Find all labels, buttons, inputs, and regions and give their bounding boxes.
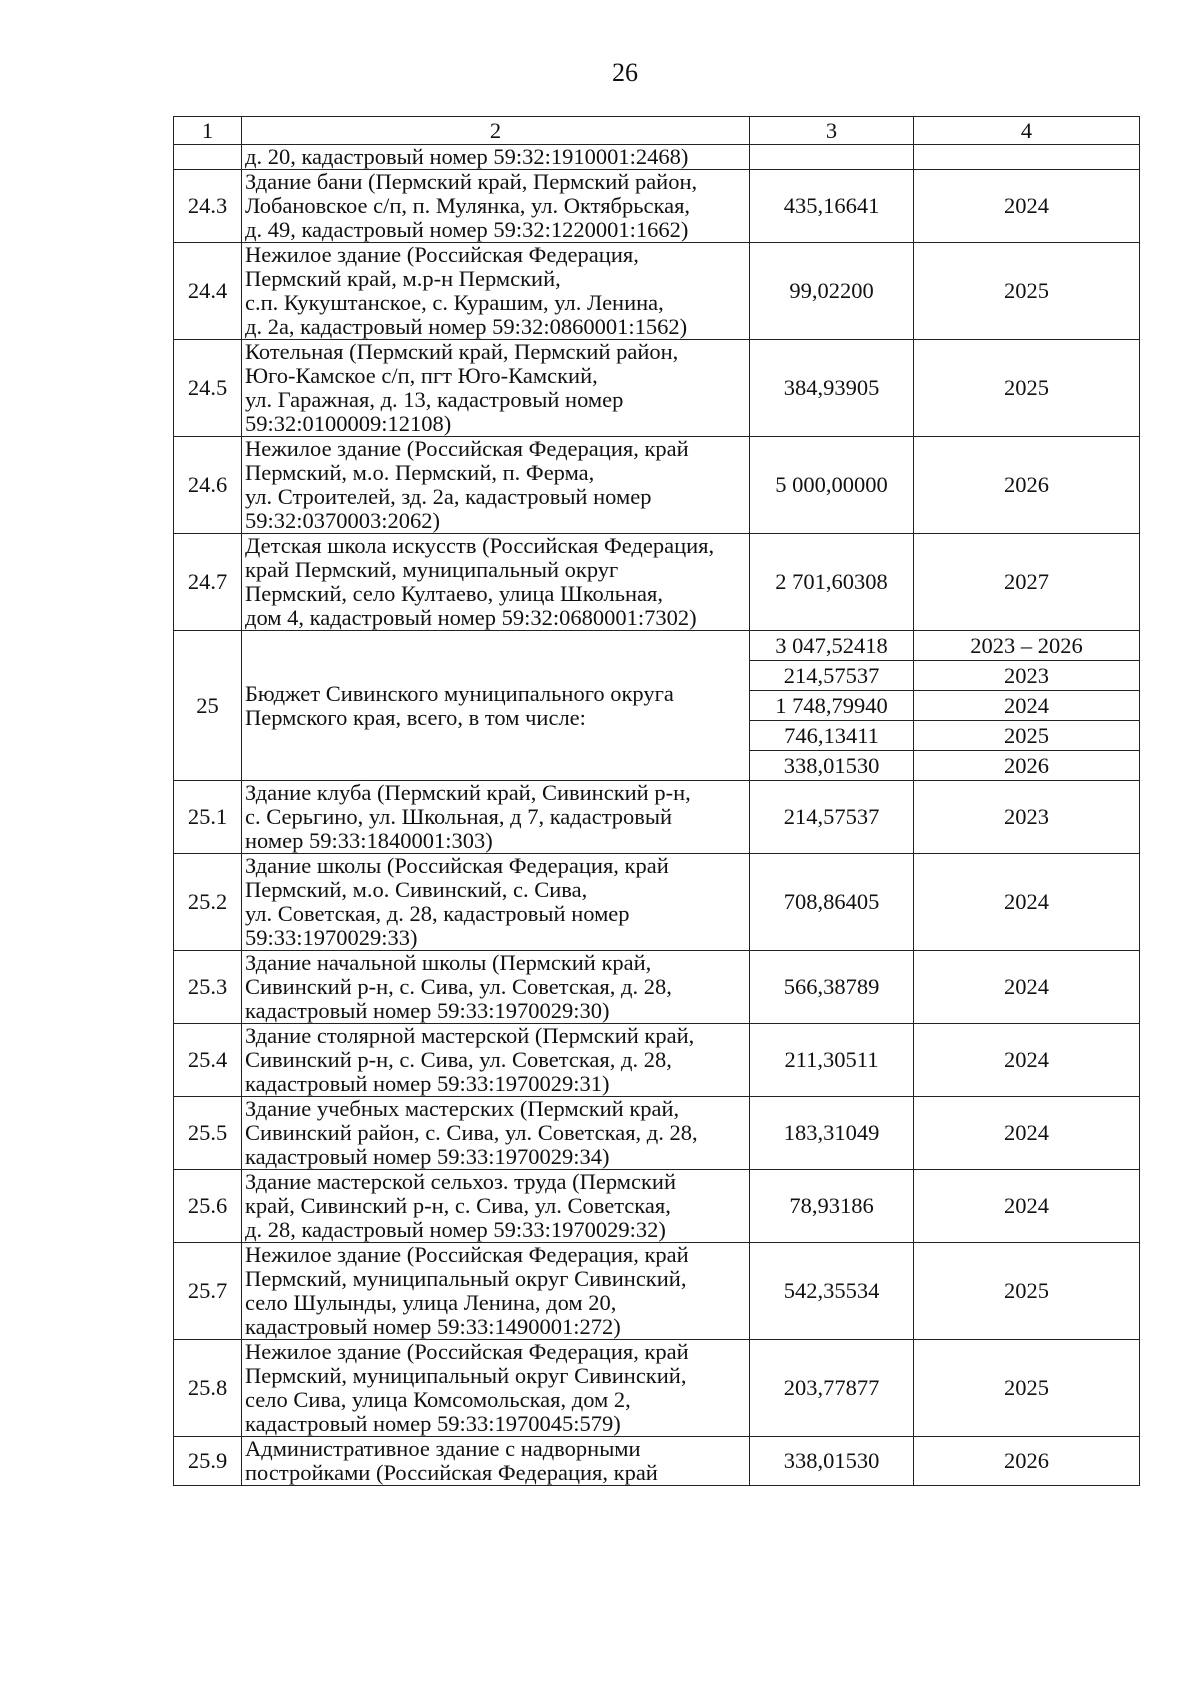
description-line: д. 2а, кадастровый номер 59:32:0860001:1562): [245, 314, 688, 339]
description-line: Сивинский район, с. Сива, ул. Советская, д. 28,: [245, 1120, 698, 1145]
row-number-cell: 25.6: [174, 1170, 242, 1243]
description-line: Котельная (Пермский край, Пермский район,: [245, 339, 679, 364]
description-line: номер 59:33:1840001:303): [245, 828, 493, 853]
description-line: Здание начальной школы (Пермский край,: [245, 950, 652, 975]
description-line: 59:32:0370003:2062): [245, 508, 440, 533]
row-description-cell: [242, 437, 750, 534]
description-line: Пермский, муниципальный округ Сивинский,: [245, 1266, 687, 1291]
description-line: кадастровый номер 59:33:1970029:31): [245, 1071, 610, 1096]
row-number-cell: 25.4: [174, 1024, 242, 1097]
header-col-2: 2: [242, 117, 750, 145]
description-line: 59:32:0100009:12108): [245, 411, 452, 436]
table-row: [174, 243, 1140, 340]
budget-row: [174, 631, 1140, 661]
description-line: Бюджет Сивинского муниципального округа: [245, 680, 674, 706]
description-line: село Шулынды, улица Ленина, дом 20,: [245, 1290, 617, 1315]
table-row: [174, 340, 1140, 437]
row-number-cell: 25.2: [174, 854, 242, 951]
row-number-cell: 25.5: [174, 1097, 242, 1170]
table-row: [174, 170, 1140, 243]
row-number-cell: 25.7: [174, 1243, 242, 1340]
row-year-cell: 2024: [914, 951, 1140, 1024]
row-year-cell: 2024: [914, 1097, 1140, 1170]
description-line: Пермского края, всего, в том числе:: [245, 704, 586, 730]
row-amount-cell: 384,93905: [750, 340, 914, 437]
row-year-cell: 2024: [914, 1024, 1140, 1097]
table-row: [174, 1437, 1140, 1486]
budget-year-cell: 2026: [914, 751, 1140, 781]
row-description-cell: [242, 243, 750, 340]
table-row: [174, 534, 1140, 631]
description-line: Лобановское с/п, п. Мулянка, ул. Октябрьская,: [245, 193, 691, 218]
description-line: кадастровый номер 59:33:1970045:579): [245, 1411, 621, 1436]
table-row: [174, 1170, 1140, 1243]
header-col-1: 1: [174, 117, 242, 145]
row-number-cell: 25.1: [174, 781, 242, 854]
description-line: край, Сивинский р-н, с. Сива, ул. Советская,: [245, 1193, 671, 1218]
description-line: кадастровый номер 59:33:1490001:272): [245, 1314, 621, 1339]
row-amount-cell: 5 000,00000: [750, 437, 914, 534]
row-amount-cell: 214,57537: [750, 781, 914, 854]
row-number-cell: 24.5: [174, 340, 242, 437]
description-line: 59:33:1970029:33): [245, 925, 418, 950]
description-line: Сивинский р-н, с. Сива, ул. Советская, д. 28,: [245, 1047, 672, 1072]
budget-year-cell: 2023 – 2026: [914, 631, 1140, 661]
row-amount-cell: 183,31049: [750, 1097, 914, 1170]
row-amount-cell: 203,77877: [750, 1340, 914, 1437]
description-line: кадастровый номер 59:33:1970029:34): [245, 1144, 610, 1169]
budget-amount-cell: 3 047,52418: [750, 631, 914, 661]
description-line: ул. Гаражная, д. 13, кадастровый номер: [245, 387, 624, 412]
description-line: Здание столярной мастерской (Пермский край,: [245, 1023, 695, 1048]
budget-description-cell: [242, 631, 750, 781]
row-year-cell: 2026: [914, 437, 1140, 534]
description-line: Нежилое здание (Российская Федерация, край: [245, 1339, 689, 1364]
row-number-cell: [174, 145, 242, 170]
table-row: [174, 781, 1140, 854]
row-description-cell: [242, 1024, 750, 1097]
description-line: Детская школа искусств (Российская Федерация,: [245, 533, 715, 558]
row-description-cell: [242, 1097, 750, 1170]
row-year-cell: 2024: [914, 854, 1140, 951]
row-description-cell: [242, 534, 750, 631]
row-amount-cell: 99,02200: [750, 243, 914, 340]
description-line: край Пермский, муниципальный округ: [245, 557, 619, 582]
row-year-cell: 2025: [914, 243, 1140, 340]
row-number-cell: 24.7: [174, 534, 242, 631]
description-line: ул. Советская, д. 28, кадастровый номер: [245, 901, 630, 926]
row-description-cell: [242, 854, 750, 951]
row-description-cell: [242, 340, 750, 437]
row-amount-cell: 211,30511: [750, 1024, 914, 1097]
table-row: [174, 854, 1140, 951]
row-amount-cell: 708,86405: [750, 854, 914, 951]
description-line: Пермский край, м.р-н Пермский,: [245, 266, 561, 291]
table-row: [174, 437, 1140, 534]
row-amount-cell: 542,35534: [750, 1243, 914, 1340]
header-col-3: 3: [750, 117, 914, 145]
description-line: Пермский, село Култаево, улица Школьная,: [245, 581, 663, 606]
budget-year-cell: 2025: [914, 721, 1140, 751]
row-description-cell: [242, 145, 750, 170]
description-line: д. 49, кадастровый номер 59:32:1220001:1662): [245, 217, 689, 242]
row-description-cell: [242, 170, 750, 243]
row-year-cell: 2027: [914, 534, 1140, 631]
budget-amount-cell: 214,57537: [750, 661, 914, 691]
description-line: Нежилое здание (Российская Федерация,: [245, 242, 639, 267]
description-line: д. 20, кадастровый номер 59:32:1910001:2468): [245, 144, 689, 169]
description-line: кадастровый номер 59:33:1970029:30): [245, 998, 610, 1023]
table-row: [174, 1243, 1140, 1340]
row-description-cell: [242, 1243, 750, 1340]
objects-table: [173, 116, 1140, 1486]
description-line: Здание клуба (Пермский край, Сивинский р-н,: [245, 780, 691, 805]
row-description-cell: [242, 1170, 750, 1243]
description-line: с. Серьгино, ул. Школьная, д 7, кадастровый: [245, 804, 673, 829]
description-line: постройками (Российская Федерация, край: [245, 1460, 658, 1485]
row-description-cell: [242, 1340, 750, 1437]
header-col-4: 4: [914, 117, 1140, 145]
row-year-cell: 2025: [914, 340, 1140, 437]
table-row: [174, 1097, 1140, 1170]
row-amount-cell: 435,16641: [750, 170, 914, 243]
row-year-cell: 2026: [914, 1437, 1140, 1486]
row-number-cell: 25.8: [174, 1340, 242, 1437]
description-line: Сивинский р-н, с. Сива, ул. Советская, д. 28,: [245, 974, 672, 999]
budget-amount-cell: 1 748,79940: [750, 691, 914, 721]
row-amount-cell: 338,01530: [750, 1437, 914, 1486]
description-line: д. 28, кадастровый номер 59:33:1970029:32): [245, 1217, 666, 1242]
row-number-cell: 24.6: [174, 437, 242, 534]
row-number-cell: 24.3: [174, 170, 242, 243]
description-line: Пермский, м.о. Пермский, п. Ферма,: [245, 460, 595, 485]
row-amount-cell: 566,38789: [750, 951, 914, 1024]
description-line: Нежилое здание (Российская Федерация, край: [245, 436, 689, 461]
row-year-cell: [914, 145, 1140, 170]
description-line: Нежилое здание (Российская Федерация, край: [245, 1242, 689, 1267]
description-line: село Сива, улица Комсомольская, дом 2,: [245, 1387, 631, 1412]
table-header-row: [174, 117, 1140, 145]
row-description-cell: [242, 951, 750, 1024]
row-year-cell: 2025: [914, 1340, 1140, 1437]
description-line: Здание учебных мастерских (Пермский край,: [245, 1096, 680, 1121]
description-line: Здание бани (Пермский край, Пермский район,: [245, 169, 698, 194]
table-row: [174, 1024, 1140, 1097]
description-line: дом 4, кадастровый номер 59:32:0680001:7302): [245, 605, 697, 630]
budget-amount-cell: 746,13411: [750, 721, 914, 751]
description-line: Здание школы (Российская Федерация, край: [245, 853, 669, 878]
budget-number-cell: 25: [174, 631, 242, 781]
description-line: Пермский, муниципальный округ Сивинский,: [245, 1363, 687, 1388]
page-number: 26: [612, 58, 638, 87]
budget-amount-cell: 338,01530: [750, 751, 914, 781]
row-year-cell: 2025: [914, 1243, 1140, 1340]
description-line: с.п. Кукуштанское, с. Курашим, ул. Ленина,: [245, 290, 664, 315]
row-number-cell: 25.3: [174, 951, 242, 1024]
description-line: Здание мастерской сельхоз. труда (Пермский: [245, 1169, 677, 1194]
row-description-cell: [242, 781, 750, 854]
row-amount-cell: [750, 145, 914, 170]
budget-year-cell: 2024: [914, 691, 1140, 721]
description-line: Пермский, м.о. Сивинский, с. Сива,: [245, 877, 588, 902]
row-year-cell: 2023: [914, 781, 1140, 854]
description-line: Юго-Камское с/п, пгт Юго-Камский,: [245, 363, 598, 388]
description-line: Административное здание с надворными: [245, 1436, 641, 1461]
table-row: [174, 1340, 1140, 1437]
row-amount-cell: 78,93186: [750, 1170, 914, 1243]
row-number-cell: 24.4: [174, 243, 242, 340]
table-row-continued: [174, 145, 1140, 170]
table-row: [174, 951, 1140, 1024]
row-number-cell: 25.9: [174, 1437, 242, 1486]
row-description-cell: [242, 1437, 750, 1486]
row-year-cell: 2024: [914, 1170, 1140, 1243]
budget-year-cell: 2023: [914, 661, 1140, 691]
row-amount-cell: 2 701,60308: [750, 534, 914, 631]
description-line: ул. Строителей, зд. 2а, кадастровый номер: [245, 484, 652, 509]
row-year-cell: 2024: [914, 170, 1140, 243]
